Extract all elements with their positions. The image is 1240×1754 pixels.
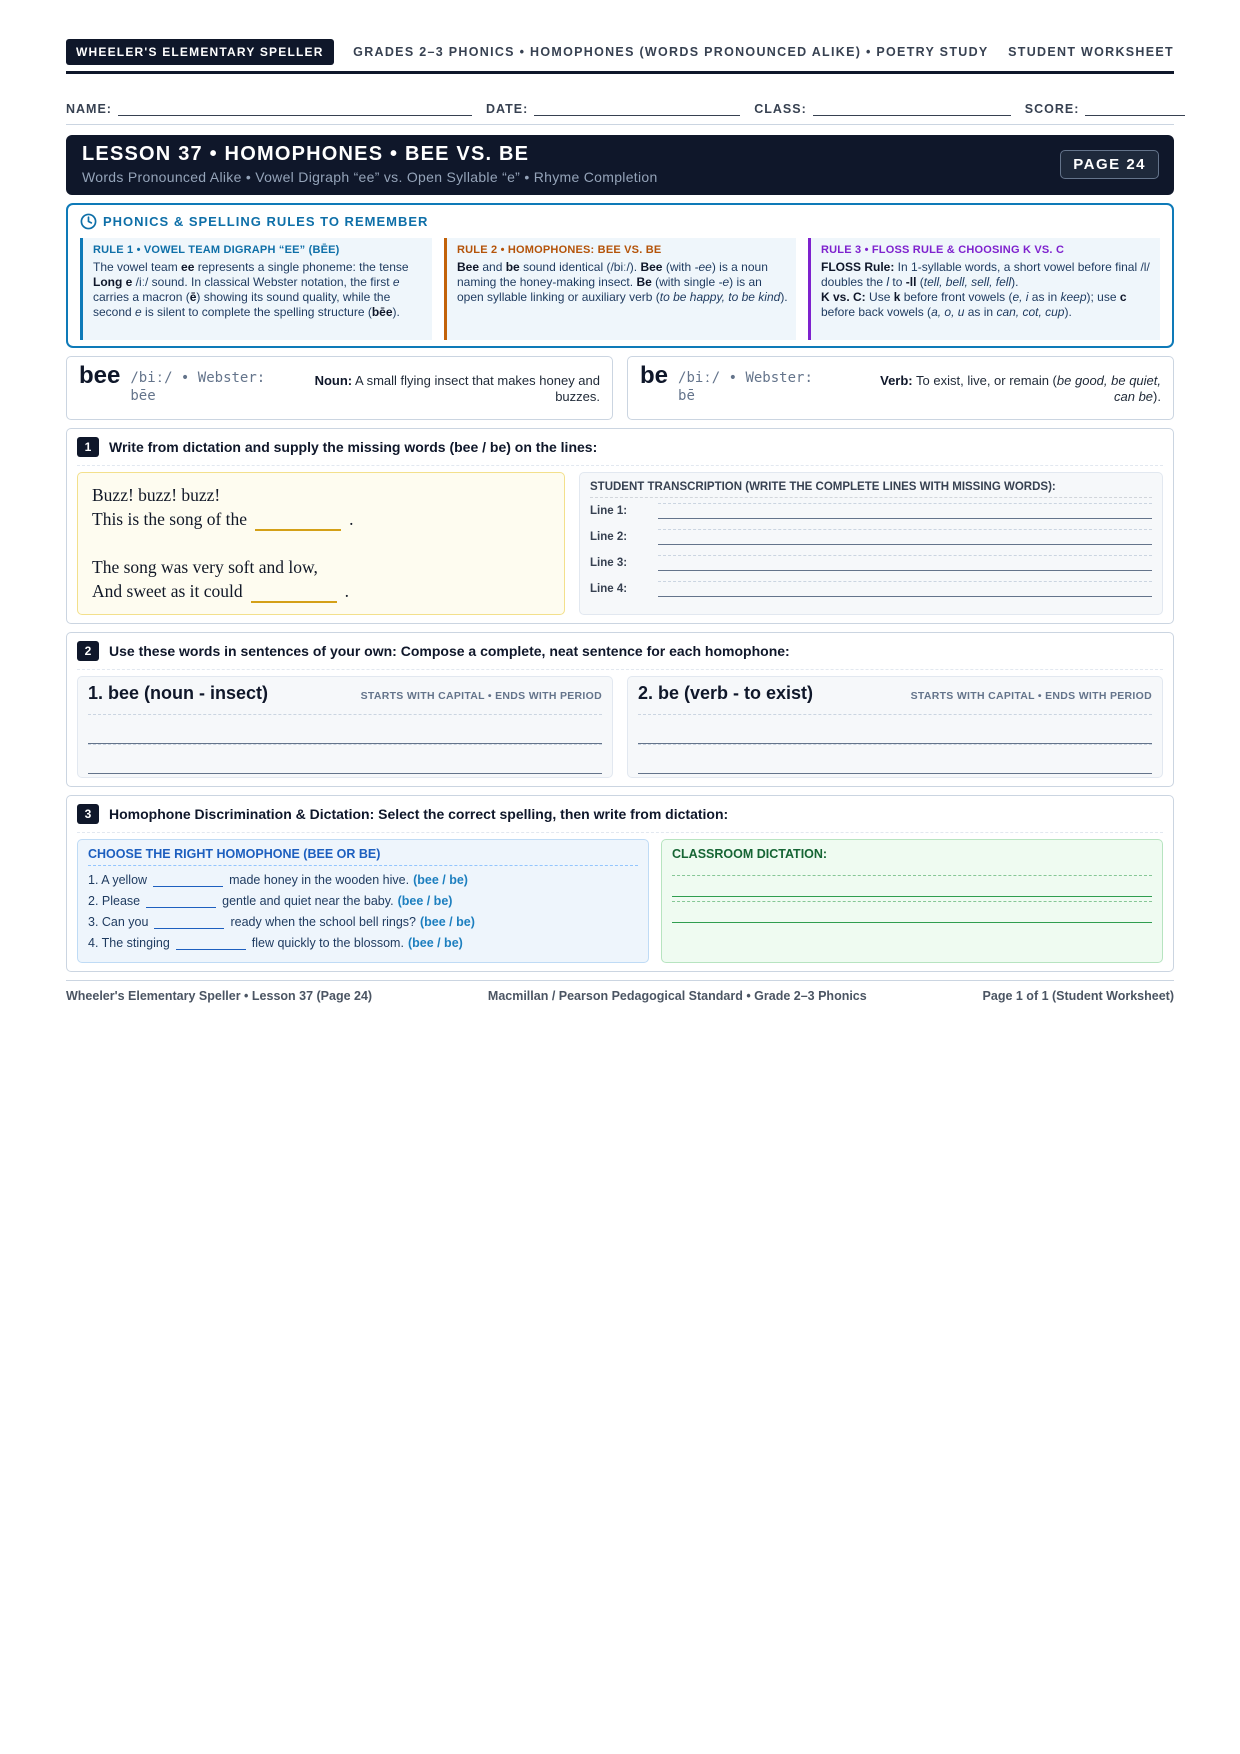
sentence-line[interactable] xyxy=(638,744,1152,774)
rule-1-card xyxy=(80,238,432,340)
header-subject: GRADES 2–3 PHONICS • HOMOPHONES (WORDS PRONOUNCED ALIKE) • POETRY STUDY xyxy=(353,45,989,59)
pronunciation-be: /biː/ • Webster: bē xyxy=(678,370,813,404)
page-badge: PAGE 24 xyxy=(1060,150,1159,179)
transcription-box xyxy=(579,472,1163,615)
footer-left: Wheeler's Elementary Speller • Lesson 37 (Page 24) xyxy=(66,989,373,1003)
word-bee: bee xyxy=(79,362,121,389)
fields-divider xyxy=(66,124,1174,125)
choice-item-4: 4. The stinging flew quickly to the blossom. (bee / be) xyxy=(88,936,463,950)
sentence-line[interactable] xyxy=(638,714,1152,744)
header-divider xyxy=(66,71,1174,74)
header-doc-type: STUDENT WORKSHEET xyxy=(1008,45,1174,59)
pronunciation-bee: /biː/ • Webster: bēe xyxy=(130,370,266,404)
name-field[interactable]: NAME: xyxy=(66,102,472,116)
footer-center: Macmillan / Pearson Pedagogical Standard • Grade 2–3 Phonics xyxy=(487,989,867,1003)
rule-3-card xyxy=(808,238,1160,340)
choice-blank[interactable] xyxy=(153,874,223,887)
choice-blank[interactable] xyxy=(154,916,224,929)
rule-3-title: RULE 3 • FLOSS RULE & CHOOSING K VS. C xyxy=(821,244,1065,256)
sentence-card-bee-title: 1. bee (noun - insect) xyxy=(88,683,269,703)
poem-blank-2[interactable] xyxy=(251,583,337,603)
definition-bee: Noun: A small flying insect that makes honey and buzzes. xyxy=(314,373,600,404)
rule-1-title: RULE 1 • VOWEL TEAM DIGRAPH “EE” (BĒE) xyxy=(93,244,340,256)
transcription-title: STUDENT TRANSCRIPTION (WRITE THE COMPLETE LINES WITH MISSING WORDS): xyxy=(590,481,1152,498)
poem-line-3: The song was very soft and low, xyxy=(92,557,318,577)
sentence-tip: STARTS WITH CAPITAL • ENDS WITH PERIOD xyxy=(910,690,1152,702)
transcription-line-1[interactable]: Line 1: xyxy=(590,498,1152,524)
rule-2-title: RULE 2 • HOMOPHONES: BEE VS. BE xyxy=(457,244,662,256)
poem-blank-1[interactable] xyxy=(255,511,341,531)
section-3-number: 3 xyxy=(77,804,99,824)
section-1-dictation xyxy=(66,428,1174,624)
top-bar xyxy=(66,38,1174,66)
poem-line-1: Buzz! buzz! buzz! xyxy=(92,485,221,505)
choice-item-2: 2. Please gentle and quiet near the baby. (bee / be) xyxy=(88,894,453,908)
choice-blank[interactable] xyxy=(146,895,216,908)
rules-heading: PHONICS & SPELLING RULES TO REMEMBER xyxy=(80,213,1160,230)
choice-item-1: 1. A yellow made honey in the wooden hive. (bee / be) xyxy=(88,873,468,887)
page-footer xyxy=(66,980,1174,1003)
rule-2-text: Bee and be sound identical (/biː/). Bee (with -ee) is a noun naming the honey-making insect. Be (with single -e) is an open syllable linking or auxiliary verb (to be happy, to be kind). xyxy=(457,260,788,304)
rule-2-card xyxy=(444,238,796,340)
dictation-line[interactable] xyxy=(672,875,1152,897)
section-3-discrimination xyxy=(66,795,1174,972)
sentence-tip: STARTS WITH CAPITAL • ENDS WITH PERIOD xyxy=(360,690,602,702)
section-3-title: Homophone Discrimination & Dictation: Select the correct spelling, then write from dictation: xyxy=(109,806,729,822)
poem-line-2: This is the song of the . xyxy=(92,509,354,529)
poem-line-4: And sweet as it could . xyxy=(92,581,350,601)
class-field[interactable]: CLASS: xyxy=(754,102,1011,116)
choose-title: CHOOSE THE RIGHT HOMOPHONE (BEE OR BE) xyxy=(88,847,638,866)
transcription-line-3[interactable]: Line 3: xyxy=(590,550,1152,576)
worksheet-page xyxy=(66,38,1174,1003)
score-field[interactable]: SCORE: xyxy=(1025,102,1186,116)
sentence-card-be xyxy=(627,676,1163,778)
class-line[interactable] xyxy=(813,102,1011,116)
brand-label: WHEELER'S ELEMENTARY SPELLER xyxy=(66,39,334,65)
word-be: be xyxy=(640,362,669,389)
student-info-fields xyxy=(66,86,1174,116)
transcription-line-2[interactable]: Line 2: xyxy=(590,524,1152,550)
section-2-number: 2 xyxy=(77,641,99,661)
choice-item-3: 3. Can you ready when the school bell rings? (bee / be) xyxy=(88,915,475,929)
sentence-line[interactable] xyxy=(88,714,602,744)
transcription-line-4[interactable]: Line 4: xyxy=(590,576,1152,602)
classroom-dictation-box xyxy=(661,839,1163,963)
lesson-subtitle: Words Pronounced Alike • Vowel Digraph “ee” vs. Open Syllable “e” • Rhyme Completion xyxy=(82,169,658,185)
sentence-card-bee xyxy=(77,676,613,778)
choice-blank[interactable] xyxy=(176,937,246,950)
sentence-card-be-title: 2. be (verb - to exist) xyxy=(638,683,814,703)
date-line[interactable] xyxy=(534,102,740,116)
section-1-number: 1 xyxy=(77,437,99,457)
definition-be: Verb: To exist, live, or remain (be good, be quiet, can be). xyxy=(880,373,1161,404)
section-2-title: Use these words in sentences of your own: Compose a complete, neat sentence for each homophone: xyxy=(109,643,790,659)
definition-card-bee xyxy=(66,356,613,420)
definition-card-be xyxy=(627,356,1174,420)
phonics-rules-box xyxy=(66,203,1174,348)
footer-right: Page 1 of 1 (Student Worksheet) xyxy=(982,989,1174,1003)
dictation-title: CLASSROOM DICTATION: xyxy=(672,847,828,861)
definition-cards xyxy=(66,356,1174,420)
rule-3-text: FLOSS Rule: In 1-syllable words, a short vowel before final /l/ doubles the l to -ll (tell, bell, sell, fell). K vs. C: Use k before front vowels (e, i as in keep); use c before back vowels (a, o, u as in can, cot, cup). xyxy=(821,260,1150,319)
sentence-line[interactable] xyxy=(88,744,602,774)
clock-icon xyxy=(80,213,97,230)
dictation-line[interactable] xyxy=(672,901,1152,923)
lesson-title: LESSON 37 • HOMOPHONES • BEE VS. BE xyxy=(82,143,530,165)
choose-homophone-box xyxy=(77,839,649,963)
section-1-title: Write from dictation and supply the missing words (bee / be) on the lines: xyxy=(109,439,598,455)
rule-1-text: The vowel team ee represents a single phoneme: the tense Long e /iː/ sound. In classical Webster notation, the first e carries a macron (ē) showing its sound quality, while the second e is silent to complete the spelling structure (bēe). xyxy=(93,260,409,319)
poem-box xyxy=(77,472,565,615)
section-2-sentences xyxy=(66,632,1174,787)
lesson-banner xyxy=(66,135,1174,195)
date-field[interactable]: DATE: xyxy=(486,102,740,116)
score-line[interactable] xyxy=(1085,102,1185,116)
name-line[interactable] xyxy=(118,102,472,116)
